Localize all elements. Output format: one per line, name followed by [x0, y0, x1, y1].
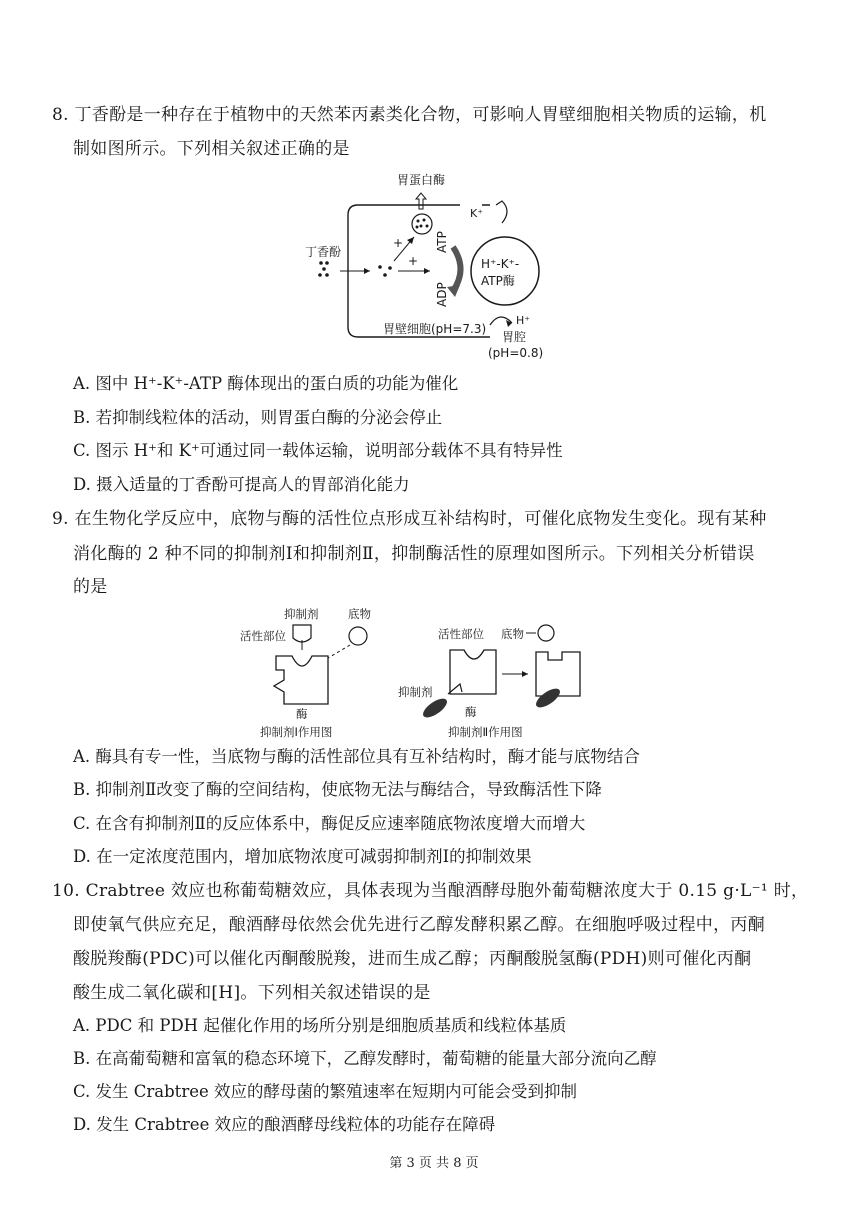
q10-option-d: D. 发生 Crabtree 效应的酿酒酵母线粒体的功能存在障碍: [73, 1115, 496, 1134]
q8-option-c: C. 图示 H⁺和 K⁺可通过同一载体运输，说明部分载体不具有特异性: [73, 441, 563, 460]
q10-option-c: C. 发生 Crabtree 效应的酵母菌的繁殖速率在短期内可能会受到抑制: [73, 1082, 577, 1101]
q8-option-d: D. 摄入适量的丁香酚可提高人的胃部消化能力: [73, 475, 410, 494]
q8-diagram: [290, 165, 580, 365]
q8-stem-line2: 制如图所示。下列相关叙述正确的是: [73, 139, 350, 159]
inhibitor1-label: 抑制剂: [284, 607, 319, 621]
q9-stem-line3: 的是: [73, 577, 108, 597]
enzyme-label-line2: ATP酶: [481, 274, 515, 288]
inhibitor1-shape: [293, 625, 311, 642]
q9-option-d: D. 在一定浓度范围内，增加底物浓度可减弱抑制剂Ⅰ的抑制效果: [73, 847, 532, 866]
eugenol-label: 丁香酚: [305, 245, 342, 259]
plus-sign-1: +: [393, 236, 404, 250]
atp-label: ATP: [435, 231, 449, 253]
eugenol-molecules-inside: [378, 265, 392, 277]
inhibitor2-caption: 抑制剂Ⅱ作用图: [448, 725, 523, 739]
eugenol-molecules-outside: [318, 261, 329, 277]
inhibitor2-label: 抑制剂: [398, 685, 433, 699]
q10-stem-line2: 即使氧气供应充足，酿酒酵母依然会优先进行乙醇发酵积累乙醇。在细胞呼吸过程中，丙酮: [73, 915, 765, 935]
enzyme2-before: [450, 650, 496, 694]
q9-option-c: C. 在含有抑制剂Ⅱ的反应体系中，酶促反应速率随底物浓度增大而增大: [73, 814, 586, 833]
q8-option-a: A. 图中 H⁺-K⁺-ATP 酶体现出的蛋白质的功能为催化: [73, 374, 459, 393]
q10-stem-line4: 酸生成二氧化碳和[H]。下列相关叙述错误的是: [73, 983, 431, 1003]
q9-stem-line1: 9. 在生物化学反应中，底物与酶的活性位点形成互补结构时，可催化底物发生变化。现有某种: [52, 509, 767, 529]
q10-option-a: A. PDC 和 PDH 起催化作用的场所分别是细胞质基质和线粒体基质: [73, 1016, 567, 1035]
lumen-ph-label: (pH=0.8): [488, 346, 544, 360]
q9-diagram: [230, 600, 610, 742]
enzyme-label-line1: H⁺-K⁺-: [481, 257, 520, 271]
page-footer: 第 3 页 共 8 页: [389, 1156, 479, 1171]
inhibitor1-caption: 抑制剂Ⅰ作用图: [260, 725, 333, 739]
k-ion-arrow: [496, 201, 507, 223]
h-k-atpase: [471, 237, 539, 305]
active-site2-label: 活性部位: [438, 627, 484, 641]
plus-sign-2: +: [408, 254, 419, 268]
q9-option-b: B. 抑制剂Ⅱ改变了酶的空间结构，使底物无法与酶结合，导致酶活性下降: [73, 780, 602, 799]
substrate1: [349, 627, 367, 645]
pepsin-label: 胃蛋白酶: [397, 173, 446, 187]
lumen-label: 胃腔: [502, 330, 527, 344]
adp-label: ADP: [435, 282, 449, 307]
k-ion-label: K⁺: [470, 207, 484, 220]
enzyme1-label: 酶: [296, 707, 308, 721]
q8-option-b: B. 若抑制线粒体的活动，则胃蛋白酶的分泌会停止: [73, 408, 443, 427]
q10-option-b: B. 在高葡萄糖和富氧的稳态环境下，乙醇发酵时，葡萄糖的能量大部分流向乙醇: [73, 1049, 657, 1068]
cell-label: 胃壁细胞(pH=7.3): [383, 322, 487, 336]
q9-stem-line2: 消化酶的 2 种不同的抑制剂Ⅰ和抑制剂Ⅱ，抑制酶活性的原理如图所示。下列相关分析错误: [73, 544, 755, 564]
q10-stem-line1: 10. Crabtree 效应也称葡萄糖效应，具体表现为当酿酒酵母胞外葡萄糖浓度大于 0.15 g·L⁻¹ 时，: [52, 881, 809, 901]
q10-stem-line3: 酸脱羧酶(PDC)可以催化丙酮酸脱羧，进而生成乙醇；丙酮酸脱氢酶(PDH)则可催化丙酮: [73, 949, 752, 969]
substrate2: [538, 625, 554, 641]
enzyme1: [274, 656, 328, 704]
pepsin-up-arrow: [416, 193, 426, 209]
active-site1-label: 活性部位: [240, 629, 286, 643]
vesicle: [412, 214, 432, 234]
enzyme2-label: 酶: [465, 705, 477, 719]
substrate1-label: 底物: [348, 607, 371, 621]
h-ion-label: H⁺: [516, 314, 531, 327]
substrate2-label: 底物: [501, 627, 524, 641]
atp-adp-curved-arrow: [453, 247, 461, 291]
q9-option-a: A. 酶具有专一性，当底物与酶的活性部位具有互补结构时，酶才能与底物结合: [73, 747, 640, 766]
q8-stem-line1: 8. 丁香酚是一种存在于植物中的天然苯丙素类化合物，可影响人胃壁细胞相关物质的运输，机: [52, 105, 767, 125]
